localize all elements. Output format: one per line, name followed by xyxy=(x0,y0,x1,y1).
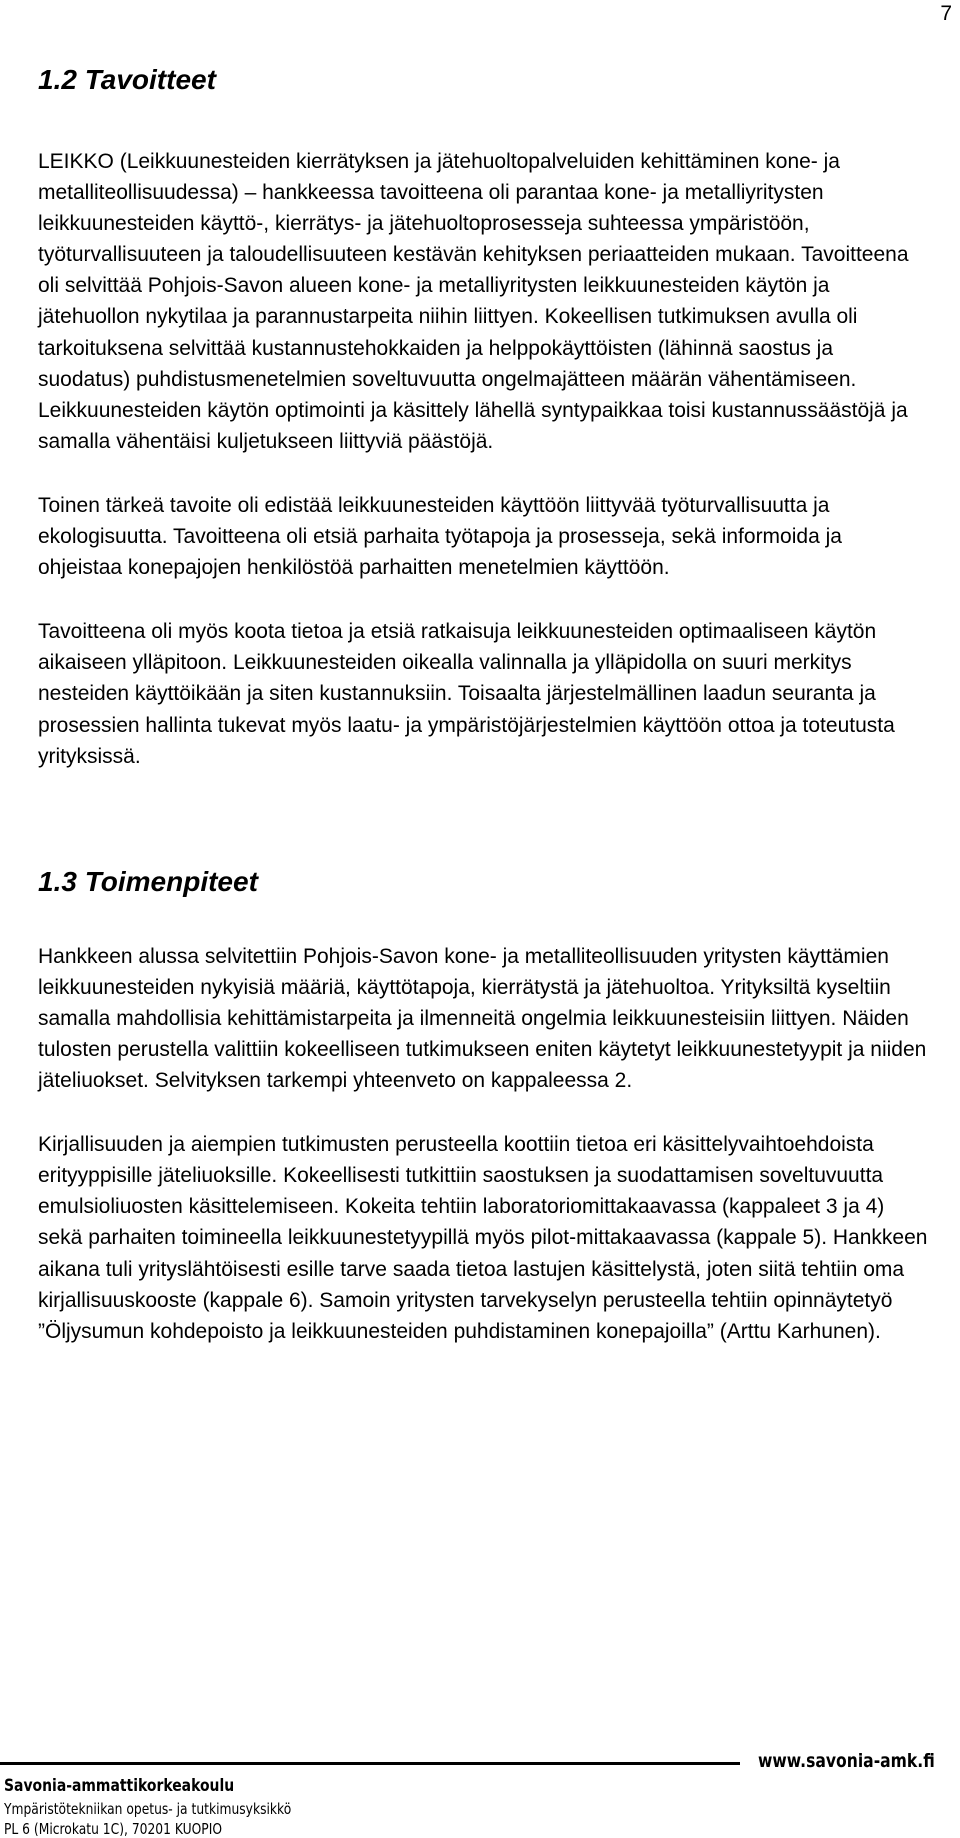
footer-unit: Ympäristötekniikan opetus- ja tutkimusyksikkö xyxy=(4,1800,292,1818)
paragraph-goals-2: Toinen tärkeä tavoite oli edistää leikkuunesteiden käyttöön liittyvää työturvallisuutta ja ekologisuutta. Tavoitteena oli etsiä parhaita työtapoja ja prosesseja, sekä informoida ja ohjeistaa konepajojen henkilöstöä parhaitten menetelmien käyttöön. xyxy=(38,493,842,580)
footer-website-link[interactable]: www.savonia-amk.fi xyxy=(758,1750,935,1772)
page-number: 7 xyxy=(940,2,952,25)
section-heading-actions: 1.3 Toimenpiteet xyxy=(38,865,258,897)
footer-address: PL 6 (Microkatu 1C), 70201 KUOPIO xyxy=(4,1820,223,1838)
section-heading-goals: 1.2 Tavoitteet xyxy=(38,64,216,95)
footer-divider xyxy=(0,1762,740,1765)
paragraph-actions-1: Hankkeen alussa selvitettiin Pohjois-Savon kone- ja metalliteollisuuden yritysten käyttämien leikkuunesteiden nykyisiä määriä, käyttötapoja, kierrätystä ja jätehuoltoa. Yrityksiltä kyseltiin samalla mahdollisia kehittämistarpeita ja ilmenneitä ongelmia leikkuunesteisiin liittyen. Näiden tulosten perustella valittiin kokeelliseen tutkimukseen eniten käytetyt leikkuunestetyypit ja niiden jäteliuokset. Selvityksen tarkempi yhteenveto on kappaleessa 2. xyxy=(38,944,927,1093)
document-body xyxy=(38,0,930,1380)
footer-organization: Savonia-ammattikorkeakoulu xyxy=(4,1776,235,1796)
paragraph-actions-2: Kirjallisuuden ja aiempien tutkimusten perusteella koottiin tietoa eri käsittelyvaihtoehdoista erityyppisille jäteliuoksille. Kokeellisesti tutkittiin saostuksen ja suodattamisen soveltuvuutta emulsioliuosten käsittelemiseen. Kokeita tehtiin laboratoriomittakaavassa (kappaleet 3 ja 4) sekä parhaiten toimineella leikkuunestetyypillä myös pilot-mittakaavassa (kappale 5). Hankkeen aikana tuli yrityslähtöisesti esille tarve saada tietoa lastujen käsittelystä, joten siitä tehtiin oma kirjallisuuskooste (kappale 6). Samoin yritysten tarvekyselyn perusteella tehtiin opinnäytetyö ”Öljysumun kohdepoisto ja leikkuunesteiden puhdistaminen konepajoilla” (Arttu Karhunen). xyxy=(38,1133,928,1343)
paragraph-goals-3: Tavoitteena oli myös koota tietoa ja etsiä ratkaisuja leikkuunesteiden optimaaliseen käytön aikaiseen ylläpitoon. Leikkuunesteiden oikealla valinnalla ja ylläpidolla on suuri merkitys nesteiden käyttöikään ja siten kustannuksiin. Toisaalta järjestelmällinen laadun seuranta ja prosessien hallinta tukevat myös laatu- ja ympäristöjärjestelmien käyttöön ottoa ja toteutusta yrityksissä. xyxy=(38,620,895,768)
paragraph-goals-1: LEIKKO (Leikkuunesteiden kierrätyksen ja jätehuoltopalveluiden kehittäminen kone- ja metalliteollisuudessa) – hankkeessa tavoitteena oli parantaa kone- ja metalliyritysten leikkuunesteiden käyttö-, kierrätys- ja jätehuoltoprosesseja suhteessa ympäristöön, työturvallisuuteen ja taloudellisuuteen kestävän kehityksen periaatteiden mukaan. Tavoitteena oli selvittää Pohjois-Savon alueen kone- ja metalliyritysten leikkuunesteiden käytön ja jätehuollon nykytilaa ja parannustarpeita niihin liittyen. Kokeellisen tutkimuksen avulla oli tarkoituksena selvittää kustannustehokkaiden ja helppokäyttöisten (lähinnä saostus ja suodatus) puhdistusmenetelmien soveltuvuutta ongelmajätteen määrän vähentämiseen. Leikkuunesteiden käytön optimointi ja käsittely lähellä syntypaikkaa toisi kustannussäästöjä ja samalla vähentäisi kuljetukseen liittyviä päästöjä. xyxy=(38,150,909,453)
